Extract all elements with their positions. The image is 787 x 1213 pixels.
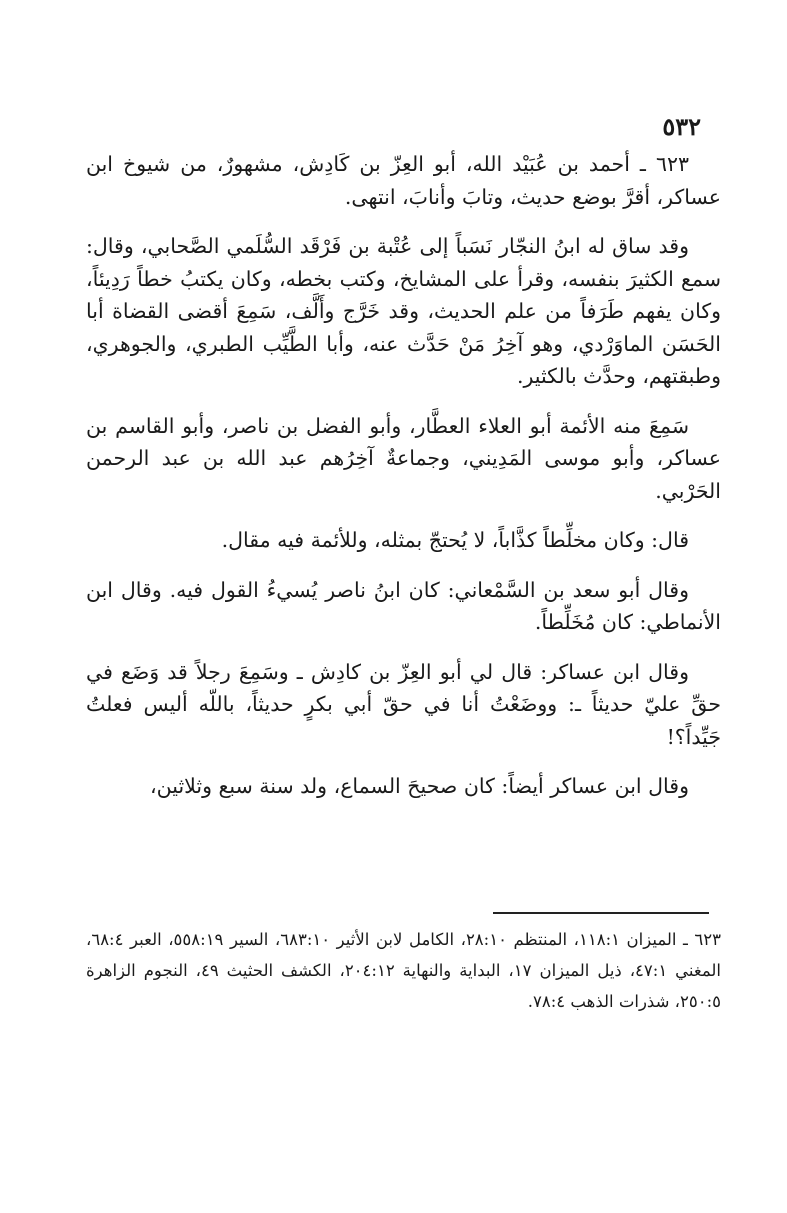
paragraph-birth: وقال ابن عساكر أيضاً: كان صحيحَ السماع، ولد سنة سبع وثلاثين،: [150, 774, 689, 798]
footnotes: [86, 924, 721, 1017]
paragraph-samani: وقال أبو سعد بن السَّمْعاني: كان ابنُ ناصر يُسيءُ القول فيه. وقال ابن الأنماطي: كان مُخَلِّطاً.: [86, 577, 721, 634]
main-text: [86, 148, 721, 820]
paragraph-entry-heading: ٦٢٣ ـ أحمد بن عُبَيْد الله، أبو العِزّ بن كَادِش، مشهورٌ، من شيوخ ابن عساكر، أقرَّ بوضع حديث، وتابَ وأنابَ، انتهى.: [86, 152, 721, 209]
paragraph-ibn-asakir: وقال ابن عساكر: قال لي أبو العِزّ بن كادِش ـ وسَمِعَ رجلاً قد وَضَع في حقِّ عليّ حديثاً ـ: ووضَعْتُ أنا في حقّ أبي بكرٍ حديثاً، باللّه أليس فعلتُ جَيِّداً؟!: [86, 659, 721, 749]
footnote-divider: [493, 912, 709, 914]
footnote-sources: ٦٢٣ ـ الميزان ١١٨:١، المنتظم ٢٨:١٠، الكامل لابن الأثير ٦٨٣:١٠، السير ٥٥٨:١٩، العبر ٦٨:٤، المغني ٤٧:١، ذيل الميزان ١٧، البداية والنهاية ٢٠٤:١٢، الكشف الحثيث ٤٩، النجوم الزاهرة ٢٥٠:٥، شذرات الذهب ٧٨:٤.: [86, 930, 721, 1011]
page-number: ٥٣٢: [662, 112, 701, 141]
paragraph-ibn-najjar: وقد ساق له ابنُ النجّار نَسَباً إلى عُتْبة بن فَرْقَد السُّلَمي الصَّحابي، وقال: سمع الكثيرَ بنفسه، وقرأ على المشايخ، وكتب بخطه، وكان يكتبُ خطاً رَدِيئاً، وكان يفهم طَرَفاً من علم الحديث، وقد خَرَّج وأَلَّف، سَمِعَ أقضى القضاة أبا الحَسَن الماوَرْدي، وهو آخِرُ مَنْ حَدَّث عنه، وأبا الطَّيِّب الطبري، والجوهري، وطبقتهم، وحدَّث بالكثير.: [86, 234, 721, 388]
paragraph-students: سَمِعَ منه الأئمة أبو العلاء العطَّار، وأبو الفضل بن ناصر، وأبو القاسم بن عساكر، وأبو موسى المَدِيني، وجماعةٌ آخِرُهم عبد الله بن عبد الرحمن الحَرْبي.: [86, 413, 721, 503]
paragraph-verdict: قال: وكان مخلِّطاً كذَّاباً، لا يُحتجّ بمثله، وللأئمة فيه مقال.: [221, 528, 689, 552]
